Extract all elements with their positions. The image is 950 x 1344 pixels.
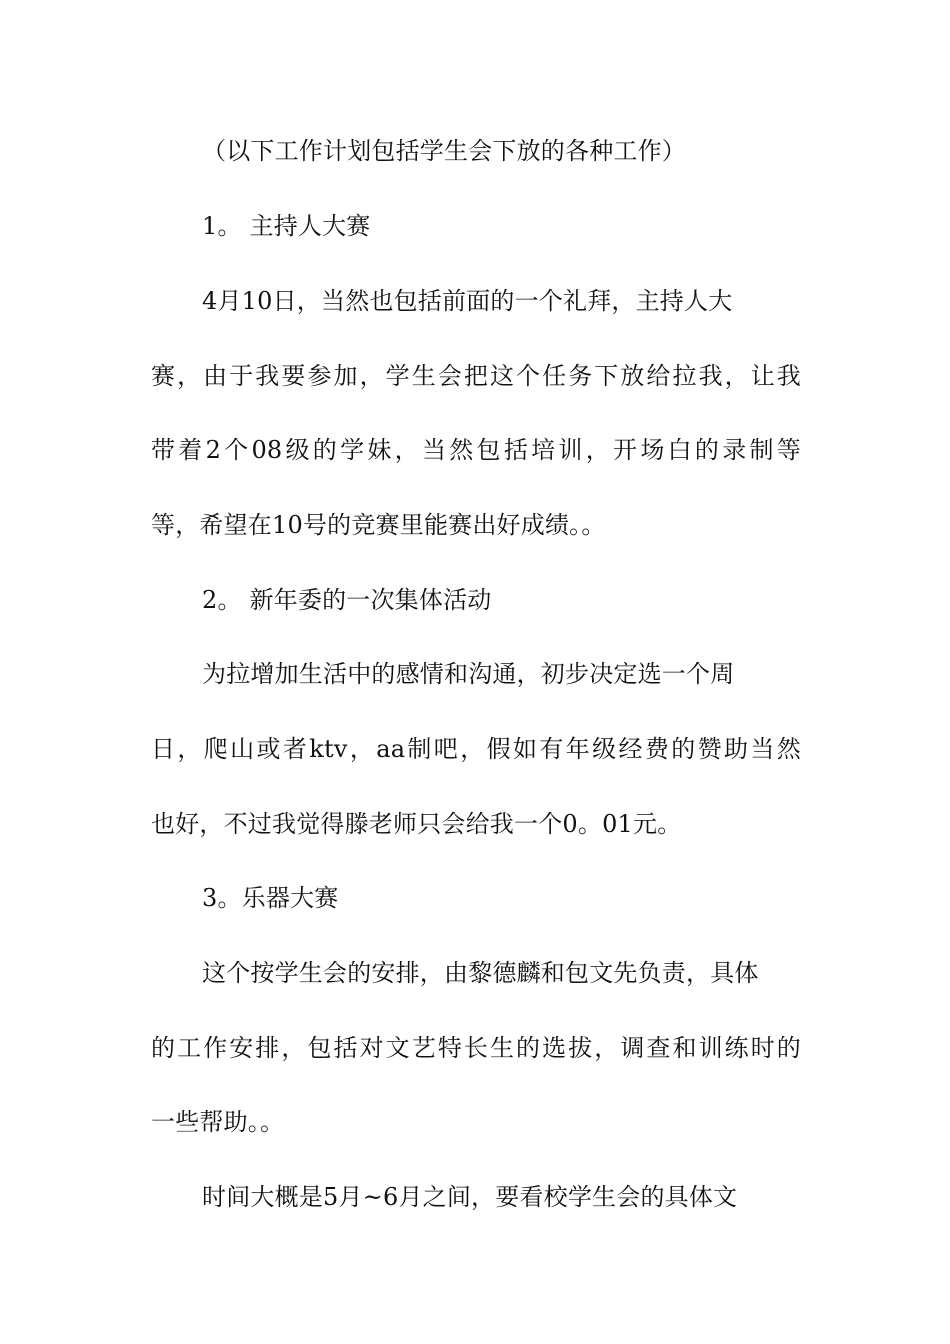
intro-note: （以下工作计划包括学生会下放的各种工作） [202,137,686,165]
section-2-text-line: 为拉增加生活中的感情和沟通，初步决定选一个周 [202,660,735,688]
section-3-text-line: 一些帮助。。 [151,1108,285,1136]
section-2-heading: 2。 新年委的一次集体活动 [202,586,492,614]
section-3-heading: 3。乐器大赛 [202,884,339,912]
section-1-text-line: 赛，由于我要参加，学生会把这个任务下放给拉我，让我 [151,362,801,390]
section-1-heading: 1。 主持人大赛 [202,212,371,240]
section-1-text-line: 4月10日，当然也包括前面的一个礼拜，主持人大 [202,287,733,315]
section-2-text-line: 日，爬山或者ktv，aa制吧，假如有年级经费的赞助当然 [151,735,801,763]
section-2-text-line: 也好，不过我觉得滕老师只会给我一个0。01元。 [151,810,682,838]
section-3-text-line: 这个按学生会的安排，由黎德麟和包文先负责，具体 [202,959,759,987]
section-3-text-line: 的工作安排，包括对文艺特长生的选拔，调查和训练时的 [151,1034,801,1062]
timing-text-line: 时间大概是5月~6月之间，要看校学生会的具体文 [202,1183,738,1211]
section-1-text-line: 带着2个08级的学妹，当然包括培训，开场白的录制等 [151,436,801,464]
section-1-text-line: 等，希望在10号的竞赛里能赛出好成绩。。 [151,511,606,539]
